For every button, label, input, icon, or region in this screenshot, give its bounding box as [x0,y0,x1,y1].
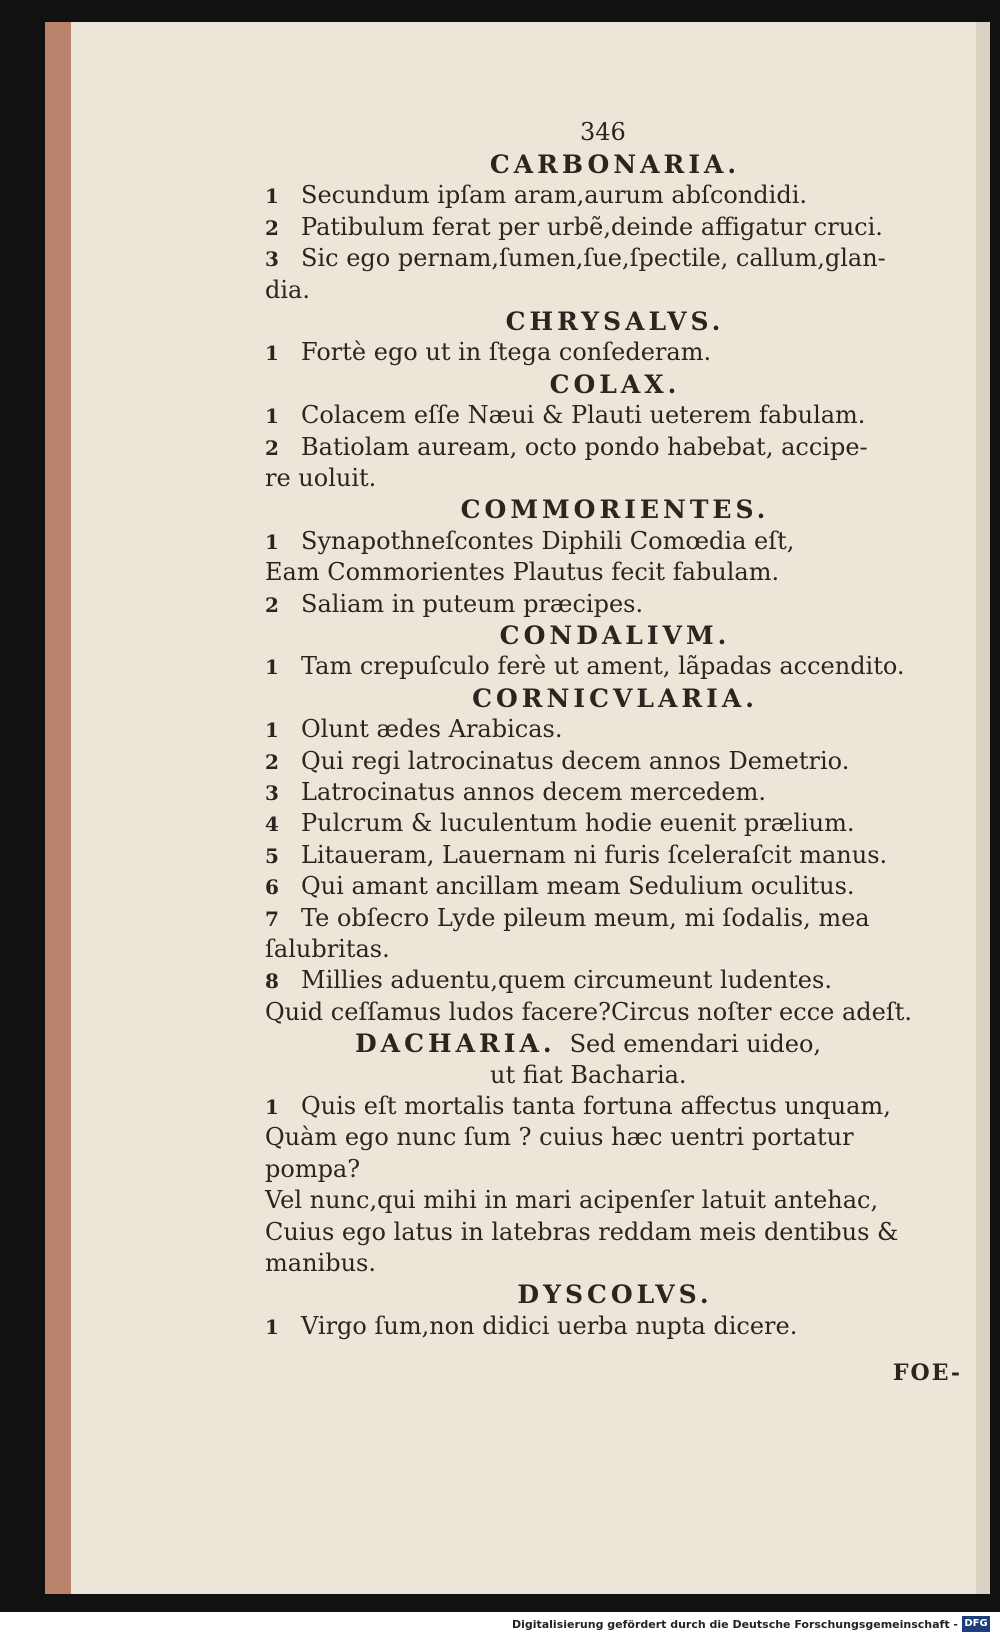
fragment-number: 3 [265,247,279,272]
fragment-text: Cuius ego latus in latebras reddam meis dentibus & [265,1217,899,1246]
fragment-text: Qui amant ancillam meam Sedulium oculitus. [301,872,855,901]
text-line [265,244,886,272]
fragment-text: Litaueram, Lauernam ni furis ſceleraſcit manus. [301,840,888,869]
text-line [265,1186,878,1214]
fragment-text: Olunt ædes Arabicas. [301,715,563,744]
fragment-text: Fortè ego ut in ſtega conſederam. [301,338,712,367]
fragment-number: 2 [265,749,279,774]
fragment-text: Secundum ipſam aram,aurum abſcondidi. [301,181,807,210]
section-heading: COMMORIENTES. [460,495,770,525]
text-line [265,809,855,837]
fragment-number: 2 [265,215,279,240]
text-line [265,872,855,900]
fragment-number: 1 [265,529,279,554]
text-line [265,904,870,932]
section-heading-title: DACHARIA. [355,1029,556,1059]
text-line [265,590,643,618]
text-line [265,1312,797,1340]
section-heading: CHRYSALVS. [505,307,725,336]
fragment-number: 8 [265,969,279,994]
fragment-number: 2 [265,435,279,460]
section-heading: COLAX. [549,369,681,399]
fragment-text: Sic ego pernam,ſumen,ſue,ſpectile, callum,glan- [301,244,886,273]
fragment-number: 3 [265,781,279,805]
text-line [265,558,779,586]
fragment-text: Latrocinatus annos decem mercedem. [301,778,766,806]
text-line [265,181,807,209]
fragment-text: ſalubritas. [265,935,390,963]
fragment-number: 4 [265,812,279,837]
fragment-text: Synapothneſcontes Diphili Comœdia eſt, [301,526,795,555]
section-heading: CONDALIVM. [499,621,731,650]
text-line [265,1092,891,1120]
text-line [265,433,868,461]
fragment-text: Qui regi latrocinatus decem annos Demetrio. [301,746,850,775]
section-heading-note-continued: ut fiat Bacharia. [490,1060,687,1089]
fragment-text: Millies aduentu,quem circumeunt ludentes. [301,966,832,995]
footer-text: Digitalisierung gefördert durch die Deutsche Forschungsgemeinschaft - [511,1618,958,1631]
page-number: 346 [580,118,626,146]
fragment-number: 1 [265,341,279,366]
text-line [265,966,832,994]
digitization-footer [0,1612,1000,1639]
fragment-text: dia. [265,275,310,304]
fragment-text: Quid ceſſamus ludos facere?Circus noſter ecce adeſt. [265,997,912,1026]
text-line [265,401,865,429]
text-line [265,652,905,680]
fragment-text: Patibulum ferat per urbẽ,deinde affigatur cruci. [301,212,883,241]
text-line [265,935,390,963]
section-heading: CORNICVLARIA. [472,683,758,713]
fragment-text: Colacem eſſe Næui & Plauti ueterem fabulam. [301,401,866,430]
text-line [265,778,766,806]
text-line [265,1218,898,1246]
section-heading [355,1029,821,1058]
text-line [265,464,376,492]
dfg-logo: DFG [962,1616,990,1632]
section-heading-note: Sed emendari uideo, [569,1030,822,1059]
section-heading: DYSCOLVS. [517,1280,713,1310]
fragment-text: Tam crepuſculo ferè ut ament, lãpadas accendito. [301,652,905,681]
fragment-text: Quis eſt mortalis tanta fortuna affectus unquam, [301,1092,891,1120]
fragment-text: Saliam in puteum præcipes. [301,589,644,618]
fragment-number: 1 [265,655,279,680]
text-line [265,715,562,743]
fragment-number: 1 [265,184,279,209]
fragment-text: Batiolam auream, octo pondo habebat, accipe- [301,432,868,461]
fragment-text: manibus. [265,1249,376,1277]
fragment-text: Pulcrum & luculentum hodie euenit prælium. [301,809,855,838]
page-edge [976,22,990,1594]
fragment-number: 1 [265,1095,279,1119]
catchword: FOE- [892,1360,962,1386]
fragment-text: Te obſecro Lyde pileum meum, mi ſodalis, mea [301,903,870,932]
fragment-number: 6 [265,875,279,900]
fragment-text: Vel nunc,qui mihi in mari acipenſer latuit antehac, [265,1186,879,1215]
text-line [265,1155,360,1183]
fragment-number: 1 [265,404,279,429]
text-line [265,998,912,1026]
text-line [265,747,849,775]
fragment-text: Quàm ego nunc ſum ? cuius hæc uentri portatur [265,1123,854,1152]
text-line [265,1123,854,1151]
fragment-text: Eam Commorientes Plautus fecit fabulam. [265,558,780,587]
fragment-number: 7 [265,906,279,931]
section-heading: CARBONARIA. [489,150,741,179]
text-line [265,1249,376,1277]
fragment-text: re uoluit. [265,464,377,492]
fragment-number: 1 [265,1314,279,1339]
fragment-text: Virgo ſum,non didici uerba nupta dicere. [301,1311,798,1340]
fragment-text: pompa? [265,1154,361,1183]
text-line [265,276,310,304]
fragment-number: 5 [265,843,279,868]
fragment-number: 1 [265,718,279,743]
text-line [265,841,887,869]
text-line [265,213,883,241]
text-line [265,338,711,366]
fragment-number: 2 [265,592,279,617]
text-line [265,527,794,555]
